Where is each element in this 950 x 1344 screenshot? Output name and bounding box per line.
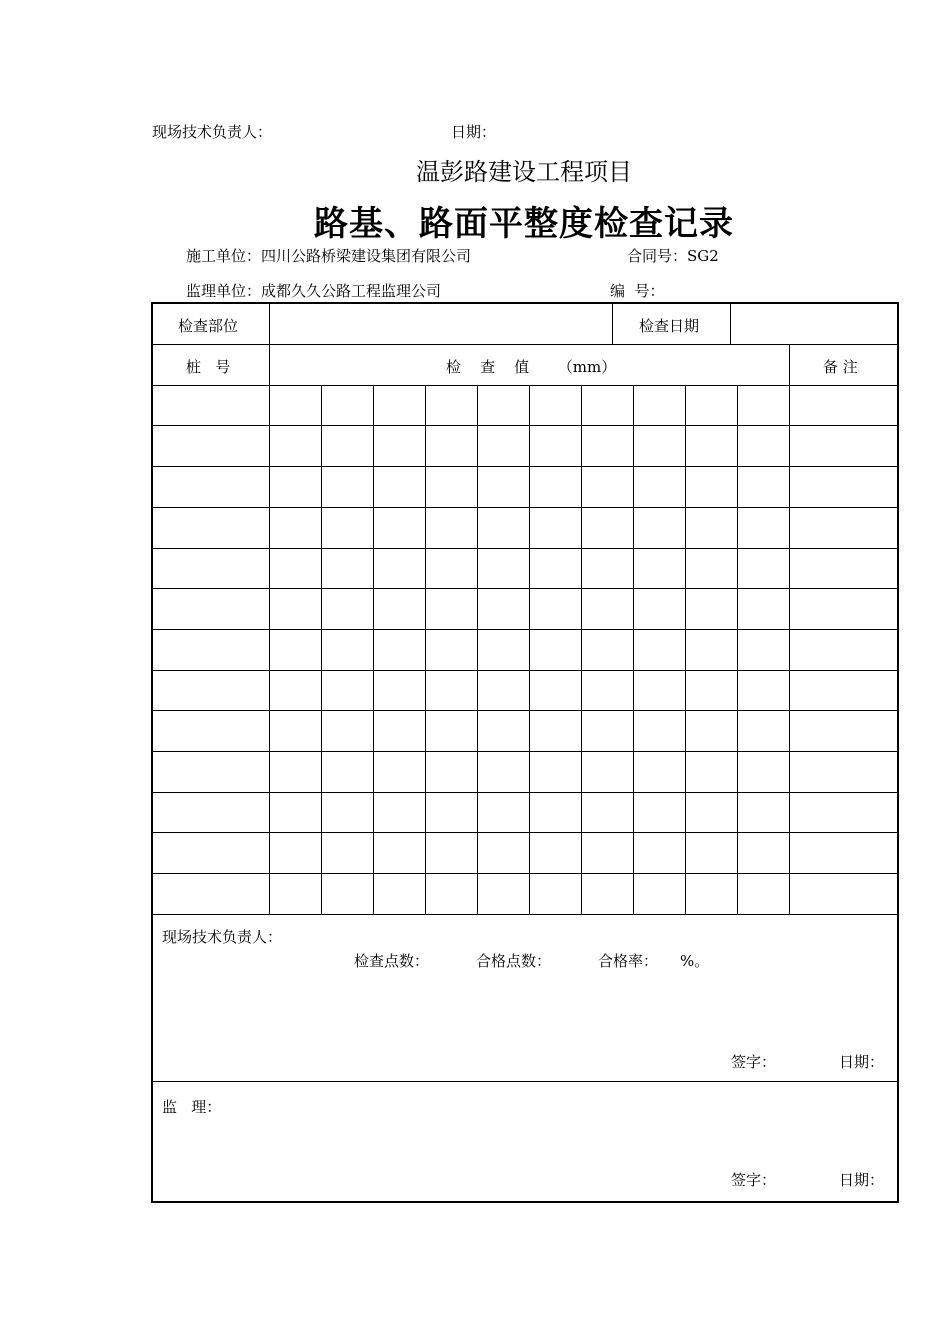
record-title: 路基、路面平整度检查记录 — [314, 204, 734, 244]
row-divider — [153, 914, 897, 915]
col-divider — [730, 304, 731, 344]
col-divider — [685, 385, 686, 914]
row-divider — [153, 710, 897, 711]
project-title: 温彭路建设工程项目 — [416, 158, 632, 186]
col-divider — [737, 385, 738, 914]
row-divider — [153, 832, 897, 833]
row-divider — [153, 425, 897, 426]
check-value-label: 检 查 值 （mm） — [446, 358, 617, 376]
supervision-label: 监 理： — [162, 1098, 222, 1116]
inspect-part-label: 检查部位 — [178, 317, 239, 335]
col-divider — [529, 385, 530, 914]
col-divider — [633, 385, 634, 914]
row-divider — [153, 588, 897, 589]
row-divider — [153, 466, 897, 467]
row-divider — [153, 751, 897, 752]
remark-label: 备 注 — [823, 358, 858, 376]
col-divider — [477, 385, 478, 914]
row-divider — [153, 629, 897, 630]
pass-rate-label: 合格率： — [598, 952, 659, 970]
row-divider — [153, 873, 897, 874]
col-divider — [321, 385, 322, 914]
row-divider — [153, 1081, 897, 1082]
inspect-points-label: 检查点数： — [354, 952, 430, 970]
row-divider — [153, 385, 897, 386]
serial-no-label: 编 号： — [610, 282, 665, 300]
summary-date-label: 日期： — [839, 1053, 885, 1071]
contractor-label: 施工单位：四川公路桥梁建设集团有限公司 — [186, 247, 472, 265]
inspection-form — [151, 302, 899, 1203]
row-divider — [153, 670, 897, 671]
supervision-sign-label: 签字： — [731, 1171, 777, 1189]
inspect-date-label: 检查日期 — [639, 317, 700, 335]
row-divider — [153, 344, 897, 345]
percent-suffix: %。 — [680, 952, 710, 970]
supervision-date-label: 日期： — [839, 1171, 885, 1189]
summary-sign-label: 签字： — [731, 1053, 777, 1071]
supervisor-unit-label: 监理单位：成都久久公路工程监理公司 — [186, 282, 442, 300]
row-divider — [153, 792, 897, 793]
pass-points-label: 合格点数： — [476, 952, 552, 970]
row-divider — [153, 548, 897, 549]
col-divider — [612, 304, 613, 344]
contract-no-label: 合同号：SG2 — [627, 247, 719, 265]
row-divider — [153, 507, 897, 508]
col-divider — [373, 385, 374, 914]
top-date-label: 日期： — [451, 123, 497, 141]
top-tech-lead-label: 现场技术负责人： — [152, 123, 273, 141]
pile-no-label: 桩 号 — [186, 358, 231, 376]
col-divider — [425, 385, 426, 914]
col-divider — [581, 385, 582, 914]
col-divider — [269, 304, 270, 344]
summary-tech-lead-label: 现场技术负责人： — [162, 928, 283, 946]
